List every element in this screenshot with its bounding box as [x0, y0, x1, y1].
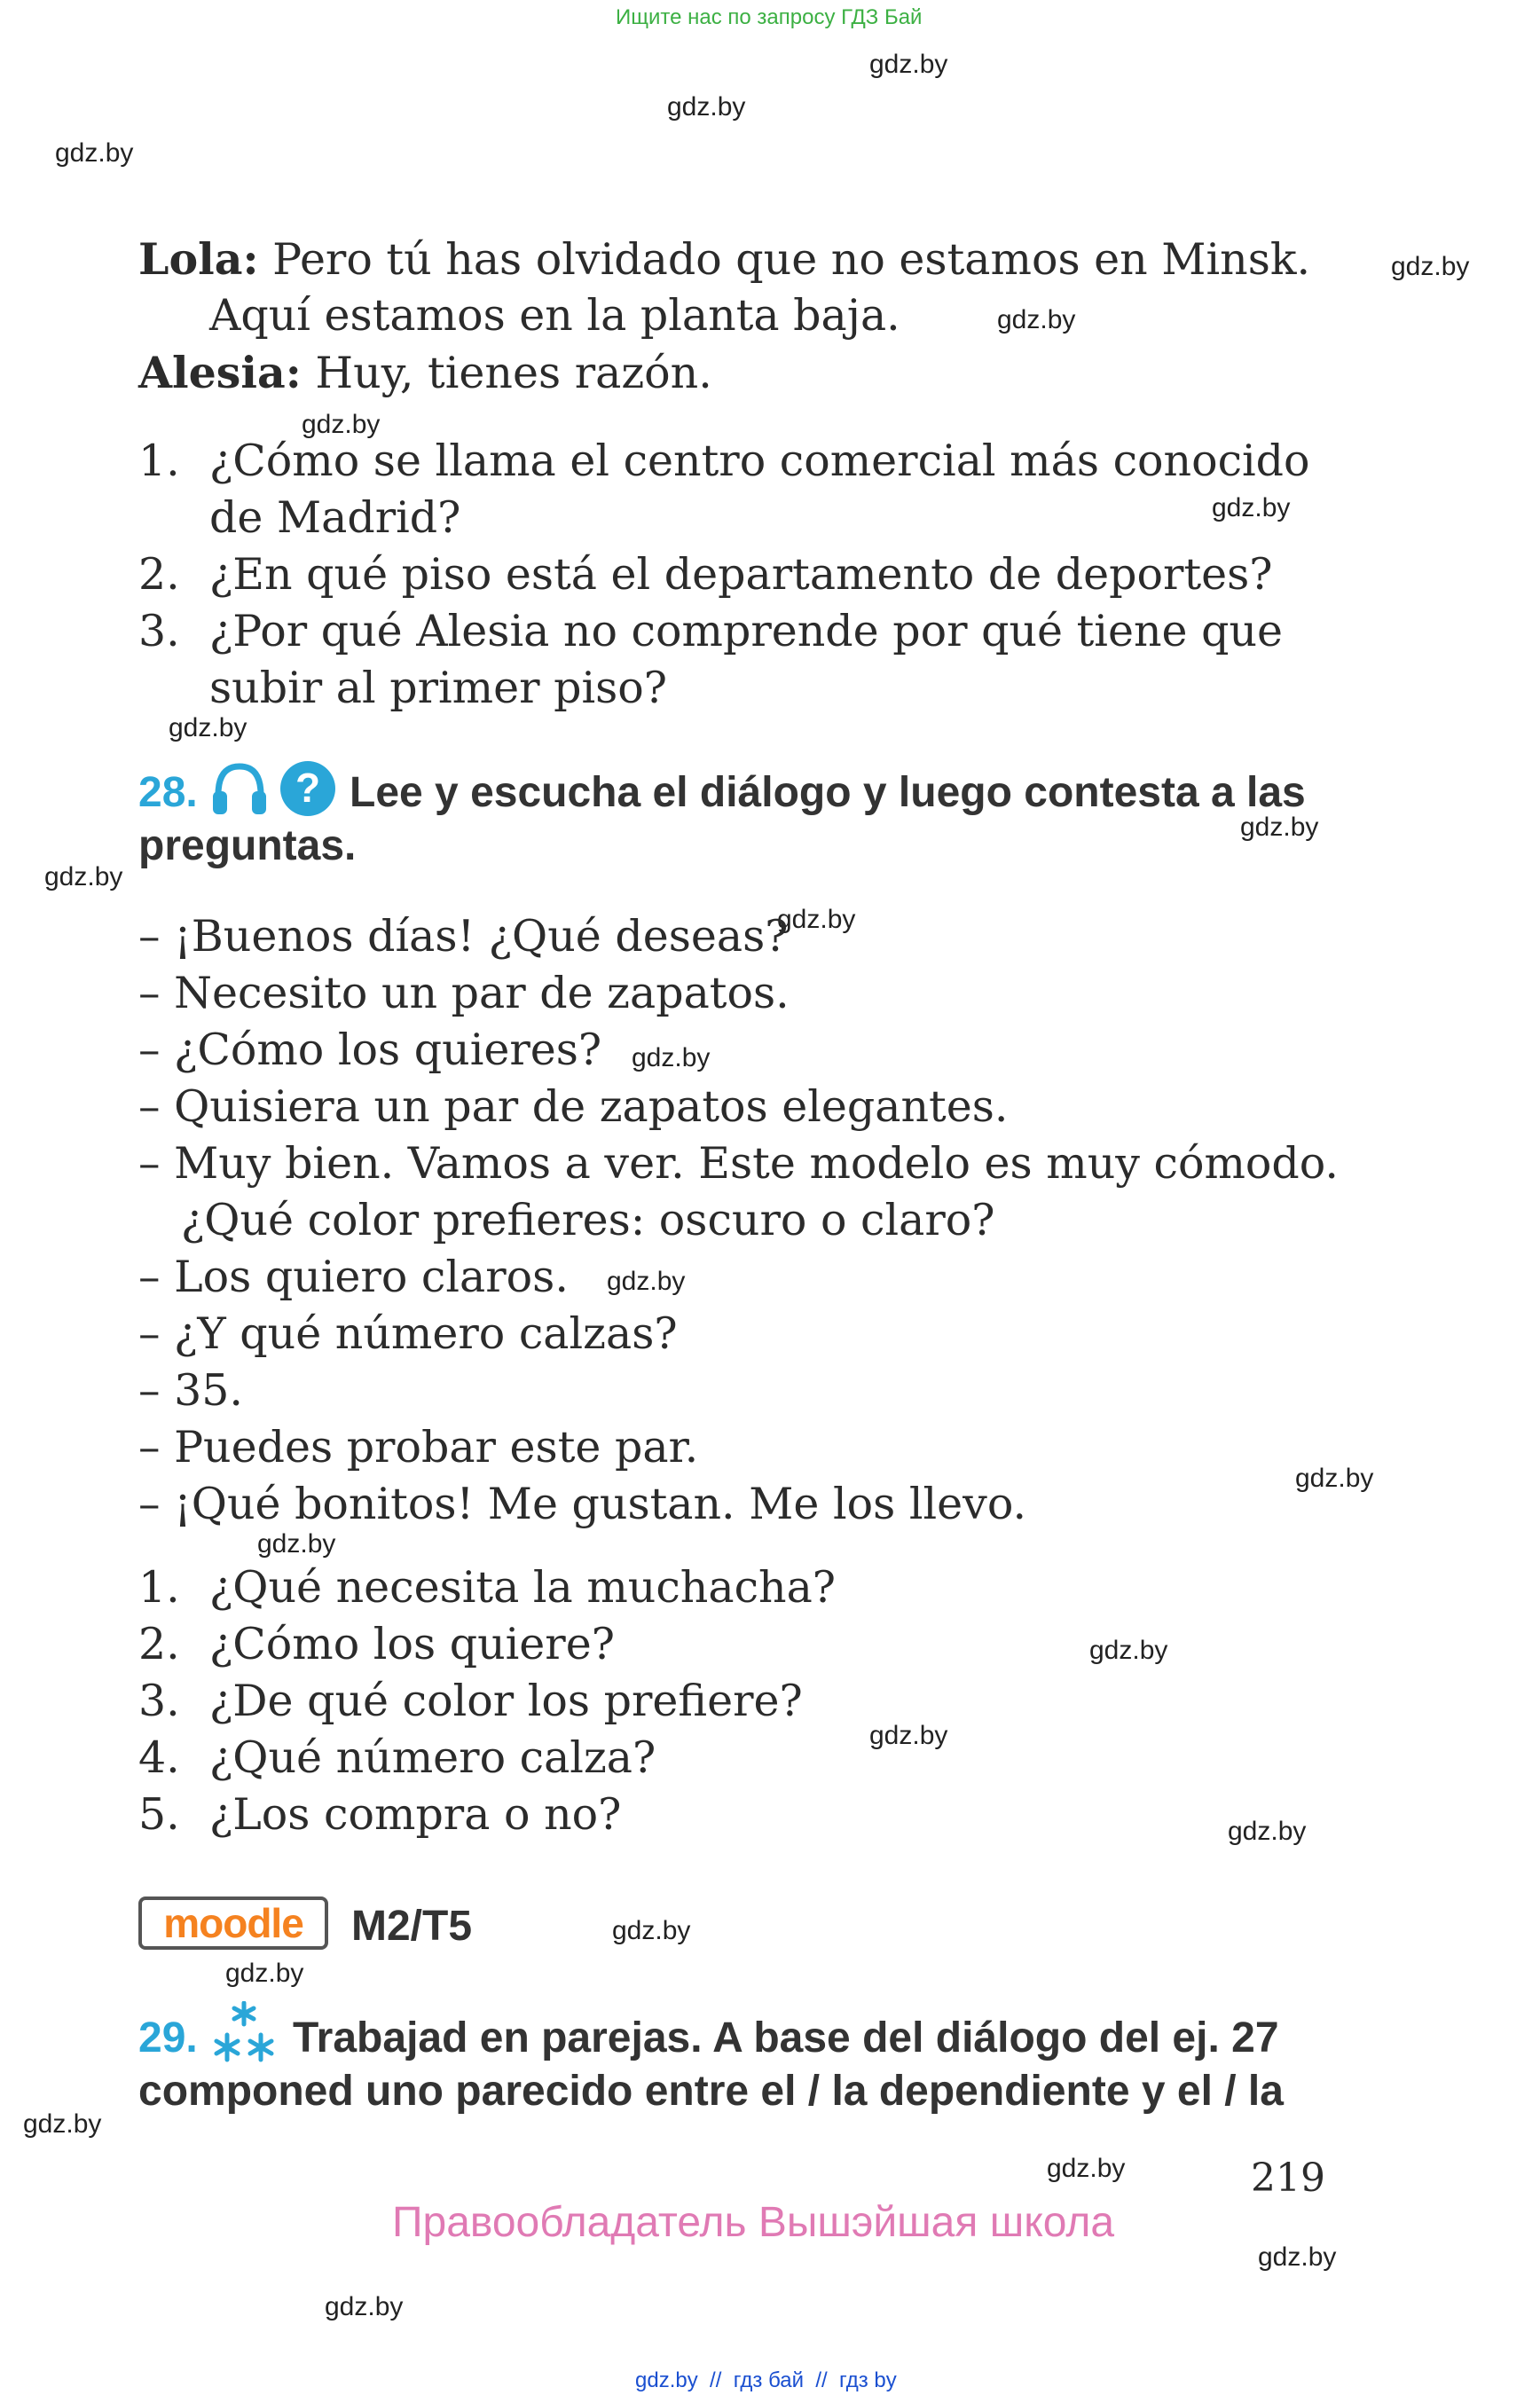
- watermark: gdz.by: [1258, 2242, 1337, 2272]
- question-text: subir al primer piso?: [209, 663, 668, 713]
- moodle-code: M2/T5: [351, 1903, 473, 1950]
- svg-text:?: ?: [295, 765, 321, 811]
- dialog-line: – Necesito un par de zapatos.: [138, 968, 790, 1018]
- watermark: gdz.by: [667, 92, 746, 122]
- watermark: gdz.by: [169, 713, 248, 742]
- watermark: gdz.by: [1047, 2154, 1126, 2183]
- exercise-number: 28.: [138, 769, 198, 816]
- question-text: ¿De qué color los prefiere?: [209, 1676, 803, 1726]
- footer-links[interactable]: gdz.by // гдз бай // гдз by: [635, 2368, 897, 2392]
- dialog-line: – Muy bien. Vamos a ver. Este modelo es muy cómodo.: [138, 1138, 1340, 1189]
- watermark: gdz.by: [44, 862, 123, 891]
- dialog-line: – Quisiera un par de zapatos elegantes.: [138, 1081, 1009, 1132]
- headphones-icon: [209, 759, 270, 822]
- question-mark-icon: [279, 759, 337, 822]
- dialog-line-lola: [138, 231, 1310, 288]
- watermark: gdz.by: [302, 410, 381, 439]
- snowflake-pair-icon: [211, 2001, 277, 2068]
- watermark: gdz.by: [257, 1529, 336, 1559]
- exercise-number: 29.: [138, 2014, 198, 2061]
- header-search-hint: Ищите нас по запросу ГДЗ Бай: [616, 5, 923, 29]
- question-number: 2.: [138, 1619, 180, 1669]
- watermark: gdz.by: [869, 1721, 948, 1750]
- exercise-instruction: preguntas.: [138, 822, 357, 869]
- watermark: gdz.by: [1212, 493, 1291, 522]
- question-text: de Madrid?: [209, 492, 461, 543]
- exercise-29-heading: [138, 2014, 198, 2062]
- dialog-line: – ¡Qué bonitos! Me gustan. Me los llevo.: [138, 1479, 1027, 1529]
- page-number: 219: [1251, 2156, 1325, 2201]
- watermark: gdz.by: [1089, 1636, 1168, 1665]
- question-text: ¿Cómo se llama el centro comercial más conocido: [209, 436, 1310, 486]
- exercise-instruction: Trabajad en parejas. A base del diálogo del ej. 27: [293, 2014, 1279, 2061]
- moodle-logo-text: moodle: [163, 1900, 303, 1946]
- watermark: gdz.by: [325, 2292, 404, 2321]
- watermark: gdz.by: [1228, 1817, 1307, 1846]
- dialog-text: Pero tú has olvidado que no estamos en Minsk.: [258, 234, 1311, 285]
- question-number: 3.: [138, 606, 180, 656]
- exercise-28-heading: [138, 768, 198, 817]
- watermark: gdz.by: [225, 1959, 304, 1988]
- watermark: gdz.by: [612, 1916, 691, 1945]
- dialog-line: – Los quiero claros.: [138, 1252, 569, 1302]
- question-text: ¿Qué número calza?: [209, 1732, 656, 1783]
- question-number: 4.: [138, 1732, 180, 1783]
- speaker-name: Lola:: [138, 233, 259, 285]
- moodle-logo[interactable]: [138, 1896, 328, 1950]
- watermark: gdz.by: [1240, 813, 1319, 842]
- watermark: gdz.by: [997, 305, 1076, 334]
- exercise-instruction: Lee y escucha el diálogo y luego contesta a las: [350, 769, 1306, 816]
- question-number: 5.: [138, 1789, 180, 1840]
- dialog-line-alesia: [138, 344, 712, 402]
- question-text: ¿Cómo los quiere?: [209, 1619, 615, 1669]
- question-text: ¿Por qué Alesia no comprende por qué tiene que: [209, 606, 1284, 656]
- dialog-line: – ¿Y qué número calzas?: [138, 1308, 678, 1359]
- copyright-notice: Правообладатель Вышэйшая школа: [392, 2199, 1115, 2246]
- speaker-name: Alesia:: [138, 347, 302, 398]
- dialog-line: – ¿Cómo los quieres?: [138, 1025, 602, 1075]
- question-number: 1.: [138, 1562, 180, 1613]
- watermark: gdz.by: [607, 1267, 686, 1296]
- watermark: gdz.by: [55, 138, 134, 168]
- dialog-line-lola-cont: Aquí estamos en la planta baja.: [209, 290, 900, 341]
- watermark: gdz.by: [23, 2109, 102, 2139]
- exercise-instruction: componed uno parecido entre el / la dependiente y el / la: [138, 2068, 1284, 2115]
- question-text: ¿Qué necesita la muchacha?: [209, 1562, 837, 1613]
- dialog-line: – ¡Buenos días! ¿Qué deseas?: [138, 911, 789, 962]
- question-number: 3.: [138, 1676, 180, 1726]
- question-number: 2.: [138, 549, 180, 600]
- question-number: 1.: [138, 436, 180, 486]
- watermark: gdz.by: [1295, 1464, 1374, 1493]
- question-text: ¿Los compra o no?: [209, 1789, 622, 1840]
- dialog-line: – 35.: [138, 1365, 244, 1416]
- watermark: gdz.by: [632, 1043, 711, 1072]
- dialog-line: – Puedes probar este par.: [138, 1422, 699, 1472]
- watermark: gdz.by: [777, 905, 856, 934]
- dialog-text: Huy, tienes razón.: [301, 348, 712, 398]
- question-text: ¿En qué piso está el departamento de deportes?: [209, 549, 1273, 600]
- watermark: gdz.by: [869, 50, 948, 79]
- dialog-line: ¿Qué color prefieres: oscuro o claro?: [181, 1195, 995, 1245]
- watermark: gdz.by: [1391, 252, 1470, 281]
